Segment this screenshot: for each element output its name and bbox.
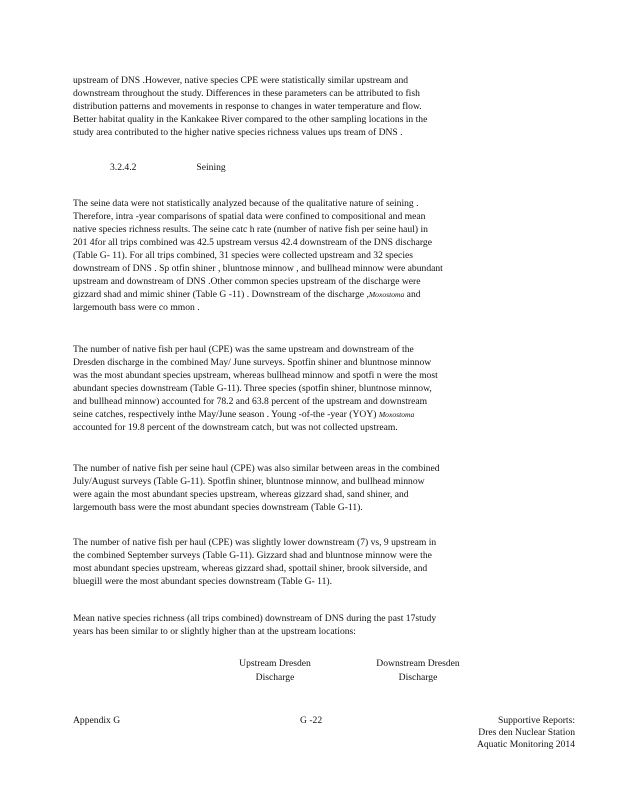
text-line: accounted for 19.8 percent of the downstream catch, but was not collected upstream.: [73, 422, 398, 433]
text-line: study area contributed to the higher native species richness values ups tream of DNS .: [73, 127, 403, 138]
paragraph-richness: [73, 612, 547, 638]
paragraph-september: [73, 536, 547, 588]
footer-line: Supportive Reports:: [497, 715, 575, 726]
column-header-line: Discharge: [398, 672, 438, 683]
footer-line: Dres den Nuclear Station: [478, 727, 575, 738]
column-header-line: Upstream Dresden: [239, 658, 311, 669]
column-header-downstream: [360, 657, 476, 685]
text-line: seine catches, respectively inthe May/June season . Young -of-the -year (YOY) Moxostoma: [73, 409, 415, 420]
footer-report-info: [477, 715, 575, 751]
text-line: most abundant species upstream, whereas gizzard shad, spottail shiner, brook silverside, and: [73, 563, 428, 574]
column-header-upstream: [222, 657, 328, 685]
text-line: were again the most abundant species upstream, whereas gizzard shad, sand shiner, and: [73, 489, 409, 500]
paragraph-habitat-summary: [73, 74, 547, 139]
footer-line: Aquatic Monitoring 2014: [476, 739, 575, 750]
text-line: the combined September surveys (Table G-11). Gizzard shad and bluntnose minnow were the: [73, 550, 432, 561]
text-line: The number of native fish per seine haul (CPE) was also similar between areas in the combined: [73, 463, 440, 474]
footer-appendix: Appendix G: [73, 715, 121, 726]
text-line: downstream of DNS . Sp otfin shiner , bluntnose minnow , and bullhead minnow were abundant: [73, 263, 443, 274]
text-line: and bullhead minnow) accounted for 78.2 and 63.8 percent of the upstream and downstream: [73, 396, 428, 407]
section-title: Seining: [196, 162, 226, 173]
text-line: upstream of DNS .However, native species CPE were statistically similar upstream and: [73, 75, 409, 86]
text-line: was the most abundant species upstream, whereas bullhead minnow and spotfi n were the most: [73, 370, 438, 381]
paragraph-seine-overview: [73, 197, 547, 314]
text-line: The number of native fish per haul (CPE) was slightly lower downstream (7) vs, 9 upstream in: [73, 537, 437, 548]
italic-genus-name: Moxostoma: [368, 290, 405, 299]
text-line: Dresden discharge in the combined May/ June surveys. Spotfin shiner and bluntnose minnow: [73, 357, 432, 368]
text-line: Therefore, intra -year comparisons of spatial data were confined to compositional and mean: [73, 211, 426, 222]
section-heading: [110, 162, 226, 173]
text-line: gizzard shad and mimic shiner (Table G -11) . Downstream of the discharge ,Moxostoma and: [73, 289, 421, 300]
text-line: The number of native fish per haul (CPE) was the same upstream and downstream of the: [73, 344, 414, 355]
text-line: bluegill were the most abundant species downstream (Table G- 11).: [73, 576, 332, 587]
text-line: upstream and downstream of DNS .Other common species upstream of the discharge were: [73, 276, 421, 287]
paragraph-may-june: [73, 343, 547, 434]
text-line: Mean native species richness (all trips combined) downstream of DNS during the past 17study: [73, 613, 437, 624]
text-line: (Table G- 11). For all trips combined, 31 species were collected upstream and 32 species: [73, 250, 413, 261]
text-line: July/August surveys (Table G-11). Spotfin shiner, bluntnose minnow, and bullhead minnow: [73, 476, 425, 487]
italic-genus-name: Moxostoma: [378, 410, 415, 419]
text-line: 201 4for all trips combined was 42.5 upstream versus 42.4 downstream of the DNS discharge: [73, 237, 432, 248]
text-line: largemouth bass were the most abundant species downstream (Table G-11).: [73, 502, 363, 513]
column-header-line: Discharge: [255, 672, 295, 683]
text-line: The seine data were not statistically analyzed because of the qualitative nature of seining .: [73, 198, 419, 209]
footer-page-number: G -22: [300, 715, 323, 726]
section-number: 3.2.4.2: [110, 162, 137, 173]
text-line: native species richness results. The seine catc h rate (number of native fish per seine haul) in: [73, 224, 428, 235]
text-line: years has been similar to or slightly higher than at the upstream locations:: [73, 626, 356, 637]
text-line: abundant species downstream (Table G-11). Three species (spotfin shiner, bluntnose minnow,: [73, 383, 432, 394]
paragraph-july-august: [73, 462, 547, 514]
text-line: Better habitat quality in the Kankakee River compared to the other sampling locations in the: [73, 114, 428, 125]
text-line: distribution patterns and movements in response to changes in water temperature and flow.: [73, 101, 422, 112]
text-line: downstream throughout the study. Differences in these parameters can be attributed to fish: [73, 88, 420, 99]
text-line: largemouth bass were co mmon .: [73, 302, 200, 313]
column-header-line: Downstream Dresden: [376, 658, 460, 669]
